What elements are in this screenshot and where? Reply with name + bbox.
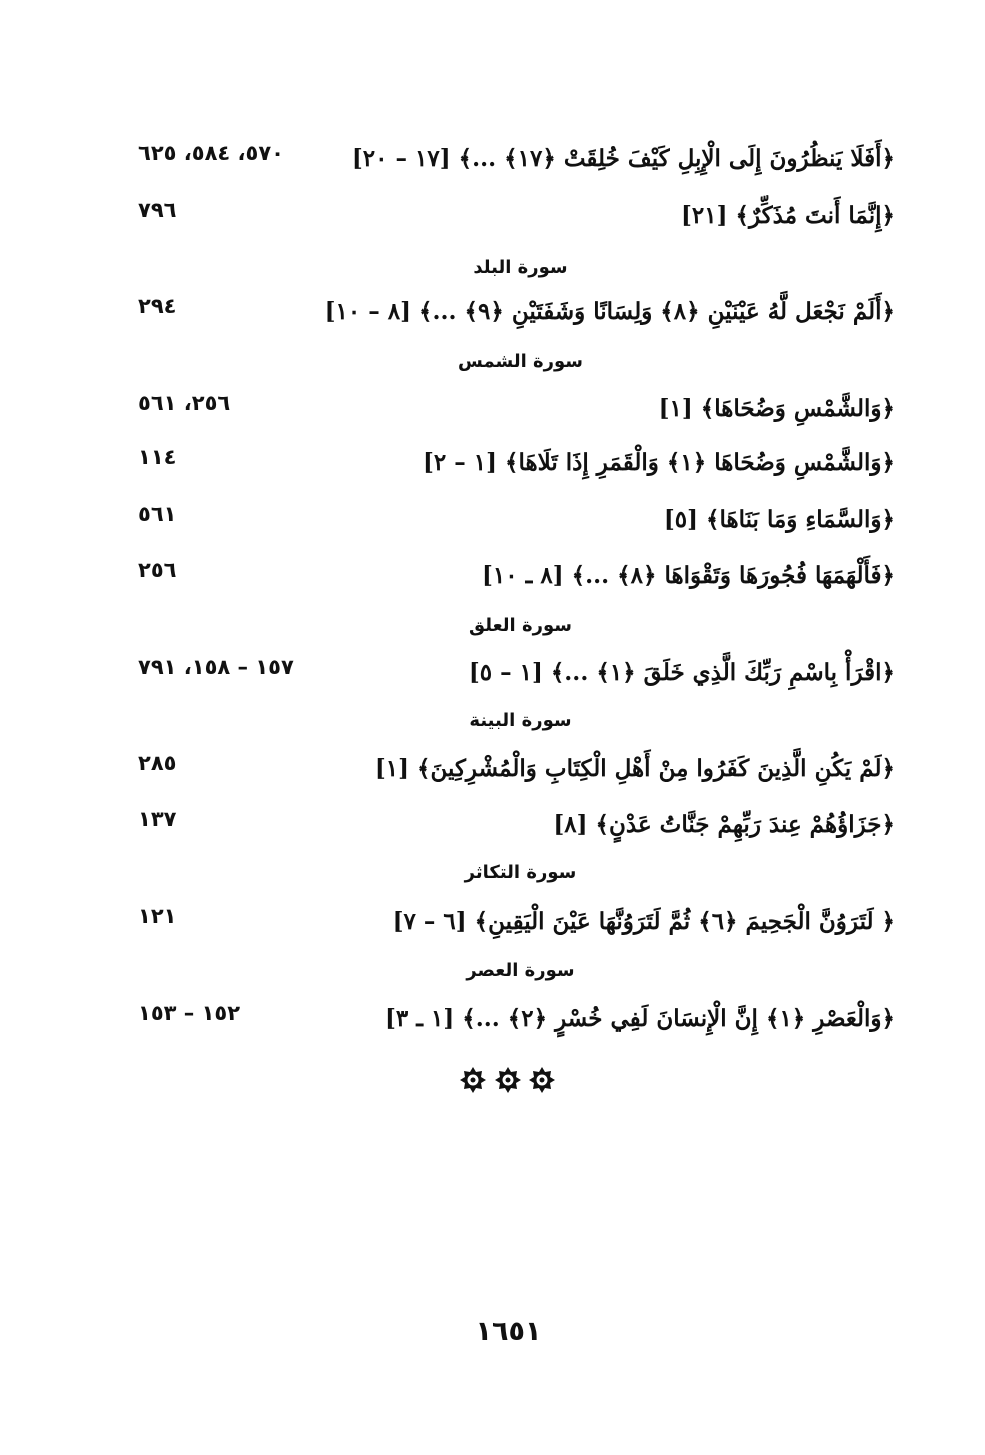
index-entry: [0, 142, 985, 182]
section-end-ornament: [0, 1067, 985, 1097]
verse-text: ﴿ لَتَرَوُنَّ الْجَحِيمَ ﴿٦﴾ ثُمَّ لَتَرَوُنَّهَا عَيْنَ الْيَقِينِ﴾ [٦ – ٧]: [392, 908, 895, 935]
page-references: ٢٨٥: [138, 751, 177, 775]
surah-heading-takathur: سورة التكاثر: [464, 862, 577, 883]
verse-text: ﴿لَمْ يَكُنِ الَّذِينَ كَفَرُوا مِنْ أَهْلِ الْكِتَابِ وَالْمُشْرِكِينَ﴾ [١]: [374, 755, 895, 782]
page-references: ١٢١: [138, 904, 177, 928]
index-entry: [0, 905, 985, 945]
surah-heading-asr: سورة العصر: [466, 960, 575, 981]
surah-heading-balad: سورة البلد: [473, 257, 568, 278]
page-references: ٢٥٦: [138, 558, 177, 582]
verse-text: ﴿وَالسَّمَاءِ وَمَا بَنَاهَا﴾ [٥]: [663, 506, 895, 533]
page-references: ١٥٢ – ١٥٣: [138, 1001, 241, 1025]
index-entry: [0, 392, 985, 432]
index-entry: [0, 656, 985, 696]
page-references: ٥٧٠، ٥٨٤، ٦٢٥: [138, 141, 284, 165]
verse-text: ﴿وَالشَّمْسِ وَضُحَاهَا ﴿١﴾ وَالْقَمَرِ إِذَا تَلَاهَا﴾ [١ – ٢]: [422, 449, 895, 476]
index-entry: [0, 295, 985, 335]
verse-text: ﴿اقْرَأْ بِاسْمِ رَبِّكَ الَّذِي خَلَقَ ﴿١﴾ ...﴾ [١ – ٥]: [468, 659, 895, 686]
ornament-icon: [460, 1067, 486, 1093]
page-references: ١٣٧: [138, 807, 177, 831]
index-entry: [0, 199, 985, 239]
verse-text: ﴿أَلَمْ نَجْعَل لَّهُ عَيْنَيْنِ ﴿٨﴾ وَلِسَانًا وَشَفَتَيْنِ ﴿٩﴾ ...﴾ [٨ – ١٠]: [324, 298, 895, 325]
index-entry: [0, 446, 985, 486]
page-references: ٥٦١: [138, 502, 177, 526]
surah-heading-bayyina: سورة البينة: [469, 710, 572, 731]
surah-heading-alaq: سورة العلق: [469, 615, 572, 636]
page-references: ٢٥٦، ٥٦١: [138, 391, 231, 415]
ornament-icon: [495, 1067, 521, 1093]
page-references: ٢٩٤: [138, 294, 177, 318]
index-entry: [0, 808, 985, 848]
verse-text: ﴿جَزَاؤُهُمْ عِندَ رَبِّهِمْ جَنَّاتُ عَدْنٍ﴾ [٨]: [553, 811, 895, 838]
verse-text: ﴿وَالشَّمْسِ وَضُحَاهَا﴾ [١]: [658, 395, 895, 422]
page-references: ٧٩٦: [138, 198, 177, 222]
verse-text: ﴿أَفَلَا يَنظُرُونَ إِلَى الْإِبِلِ كَيْفَ خُلِقَتْ ﴿١٧﴾ ...﴾ [١٧ – ٢٠]: [351, 145, 895, 172]
verse-text: ﴿إِنَّمَا أَنتَ مُذَكِّرٌ﴾ [٢١]: [681, 202, 895, 229]
ornament-icon: [529, 1067, 555, 1093]
index-entry: [0, 559, 985, 599]
surah-heading-shams: سورة الشمس: [458, 351, 583, 372]
index-entry: [0, 1002, 985, 1042]
index-entry: [0, 503, 985, 543]
page-references: ١٥٧ – ١٥٨، ٧٩١: [138, 655, 294, 679]
page-references: ١١٤: [138, 445, 177, 469]
verse-text: ﴿فَأَلْهَمَهَا فُجُورَهَا وَتَقْوَاهَا ﴿٨﴾ ...﴾ [٨ ـ ١٠]: [482, 562, 895, 589]
index-entry: [0, 752, 985, 792]
page-number: ١٦٥١: [475, 1316, 542, 1347]
verse-text: ﴿وَالْعَصْرِ ﴿١﴾ إِنَّ الْإِنسَانَ لَفِي خُسْرٍ ﴿٢﴾ ...﴾ [١ ـ ٣]: [384, 1005, 895, 1032]
